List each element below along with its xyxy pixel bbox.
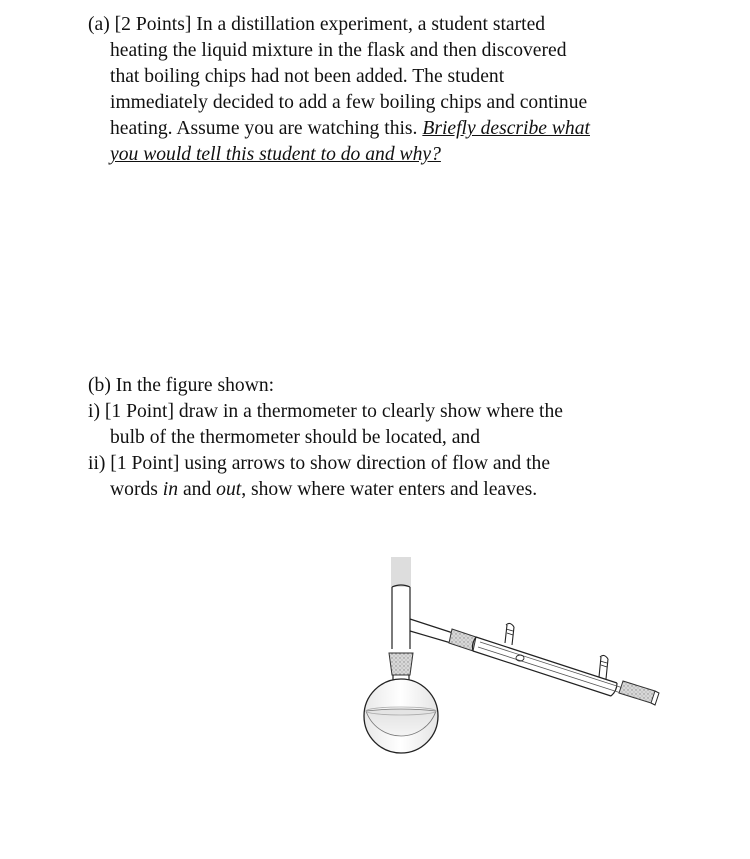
adapter-cork (619, 681, 655, 703)
part-a-instruction-underlined: Briefly describe what (422, 118, 590, 139)
item-2-text-pre: words (110, 479, 163, 500)
part-b-heading: (b) In the figure shown: (88, 375, 275, 396)
distillation-side-arm (410, 619, 453, 643)
part-a-line-4: immediately decided to add a few boiling chips and continue (110, 92, 588, 113)
part-b-item-2-line-1: ii) [1 Point] using arrows to show direction of flow and the (88, 453, 551, 474)
item-2-text-post: , show where water enters and leaves. (241, 479, 538, 500)
word-in: in (162, 479, 179, 500)
part-b-item-2-line-2 (88, 477, 563, 503)
word-out: out (216, 479, 242, 500)
condenser-inner-tube (478, 642, 623, 693)
part-a-line-3: that boiling chips had not been added. The student (110, 66, 505, 87)
distillation-head-neck (392, 587, 410, 649)
part-a-line-2: heating the liquid mixture in the flask and then discovered (110, 40, 567, 61)
question-part-a (88, 12, 590, 168)
part-a-line-6: you would tell this student to do and why? (110, 144, 441, 165)
question-part-b (88, 373, 563, 503)
part-b-item-1-line-2: bulb of the thermometer should be located, and (110, 427, 480, 448)
flask-cork-stopper (389, 653, 413, 675)
water-nipple-lower (599, 657, 608, 679)
part-b-item-1-line-1: i) [1 Point] draw in a thermometer to clearly show where the (88, 401, 563, 422)
thermometer-adapter-opening (391, 557, 411, 587)
distillation-apparatus-figure (355, 553, 665, 758)
part-a-line-1: (a) [2 Points] In a distillation experiment, a student started (88, 14, 546, 35)
item-2-text-and: and (178, 479, 217, 500)
condenser-jacket (473, 637, 617, 696)
part-a-line-5-text: heating. Assume you are watching this. (110, 118, 423, 139)
part-a-line-5 (88, 116, 590, 142)
